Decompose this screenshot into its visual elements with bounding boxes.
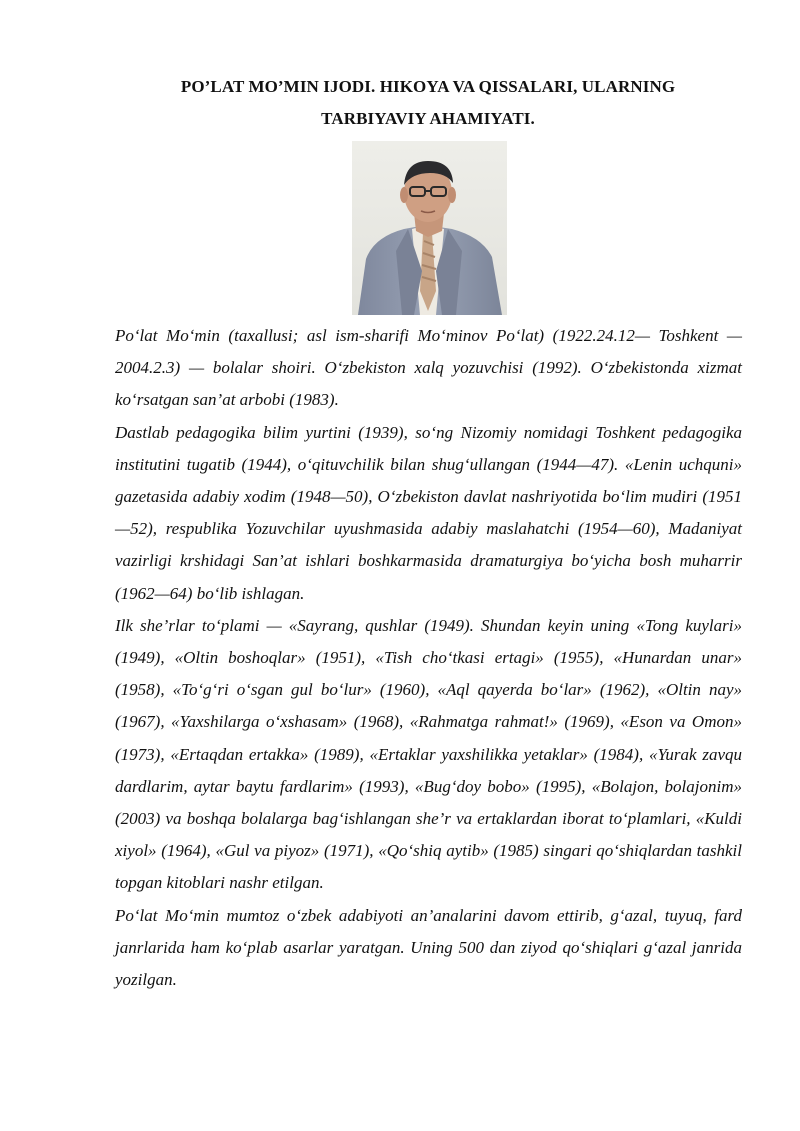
paragraph-career: Dastlab pedagogika bilim yurtini (1939), so‘ng Nizomiy nomidagi Toshkent pedagogika institutini tugatib (1944), o‘qituvchilik bilan shug‘ullangan (1944—47). «Lenin uchquni» gazetasida adabiy xodim (1948—50), O‘zbekiston davlat nashriyotida bo‘lim mudiri (1951—52), respublika Yozuvchilar uyushmasida adabiy maslahatchi (1954—60), Madaniyat vazirligi krshidagi San’at ishlari boshkarmasida dramaturgiya bo‘yicha bosh muharrir (1962—64) bo‘lib ishlagan.: [115, 422, 742, 603]
document-title: [110, 71, 746, 135]
title-line-2: TARBIYAVIY AHAMIYATI.: [321, 109, 535, 128]
paragraph-ghazal: Po‘lat Mo‘min mumtoz o‘zbek adabiyoti an’analarini davom ettirib, g‘azal, tuyuq, fard janrlarida ham ko‘plab asarlar yaratgan. Uning 500 dan ziyod qo‘shiqlari g‘azal janrida yozilgan.: [115, 905, 742, 990]
author-portrait-photo: [352, 141, 507, 315]
title-line-1: PO’LAT MO’MIN IJODI. HIKOYA VA QISSALARI, ULARNING: [180, 77, 676, 96]
portrait-illustration: [352, 141, 507, 315]
article-body: [115, 320, 742, 996]
paragraph-works: Ilk she’rlar to‘plami — «Sayrang, qushlar (1949). Shundan keyin uning «Tong kuylari» (1949), «Oltin boshoqlar» (1951), «Tish cho‘tkasi ertagi» (1955), «Hunardan unar» (1958), «To‘g‘ri o‘sgan gul bo‘lur» (1960), «Aql qayerda bo‘lar» (1962), «Oltin nay» (1967), «Yaxshilarga o‘xshasam» (1968), «Rahmatga rahmat!» (1969), «Eson va Omon» (1973), «Ertaqdan ertakka» (1989), «Ertaklar yaxshilikka yetaklar» (1984), «Yurak zavqu dardlarim, aytar baytu fardlarim» (1993), «Bug‘doy bobo» (1995), «Bolajon, bolajonim» (2003) va boshqa bolalarga bag‘ishlangan she’r va ertaklardan iborat to‘plamlari, «Kuldi xiyol» (1964), «Gul va piyoz» (1971), «Qo‘shiq aytib» (1985) singari qo‘shiqlardan tashkil topgan kitoblari nashr etilgan.: [115, 615, 742, 893]
paragraph-biography: Po‘lat Mo‘min (taxallusi; asl ism-sharifi Mo‘minov Po‘lat) (1922.24.12— Toshkent — 2004.2.3) — bolalar shoiri. O‘zbekiston xalq yozuvchisi (1992). O‘zbekistonda xizmat ko‘rsatgan san’at arbobi (1983).: [115, 326, 742, 410]
